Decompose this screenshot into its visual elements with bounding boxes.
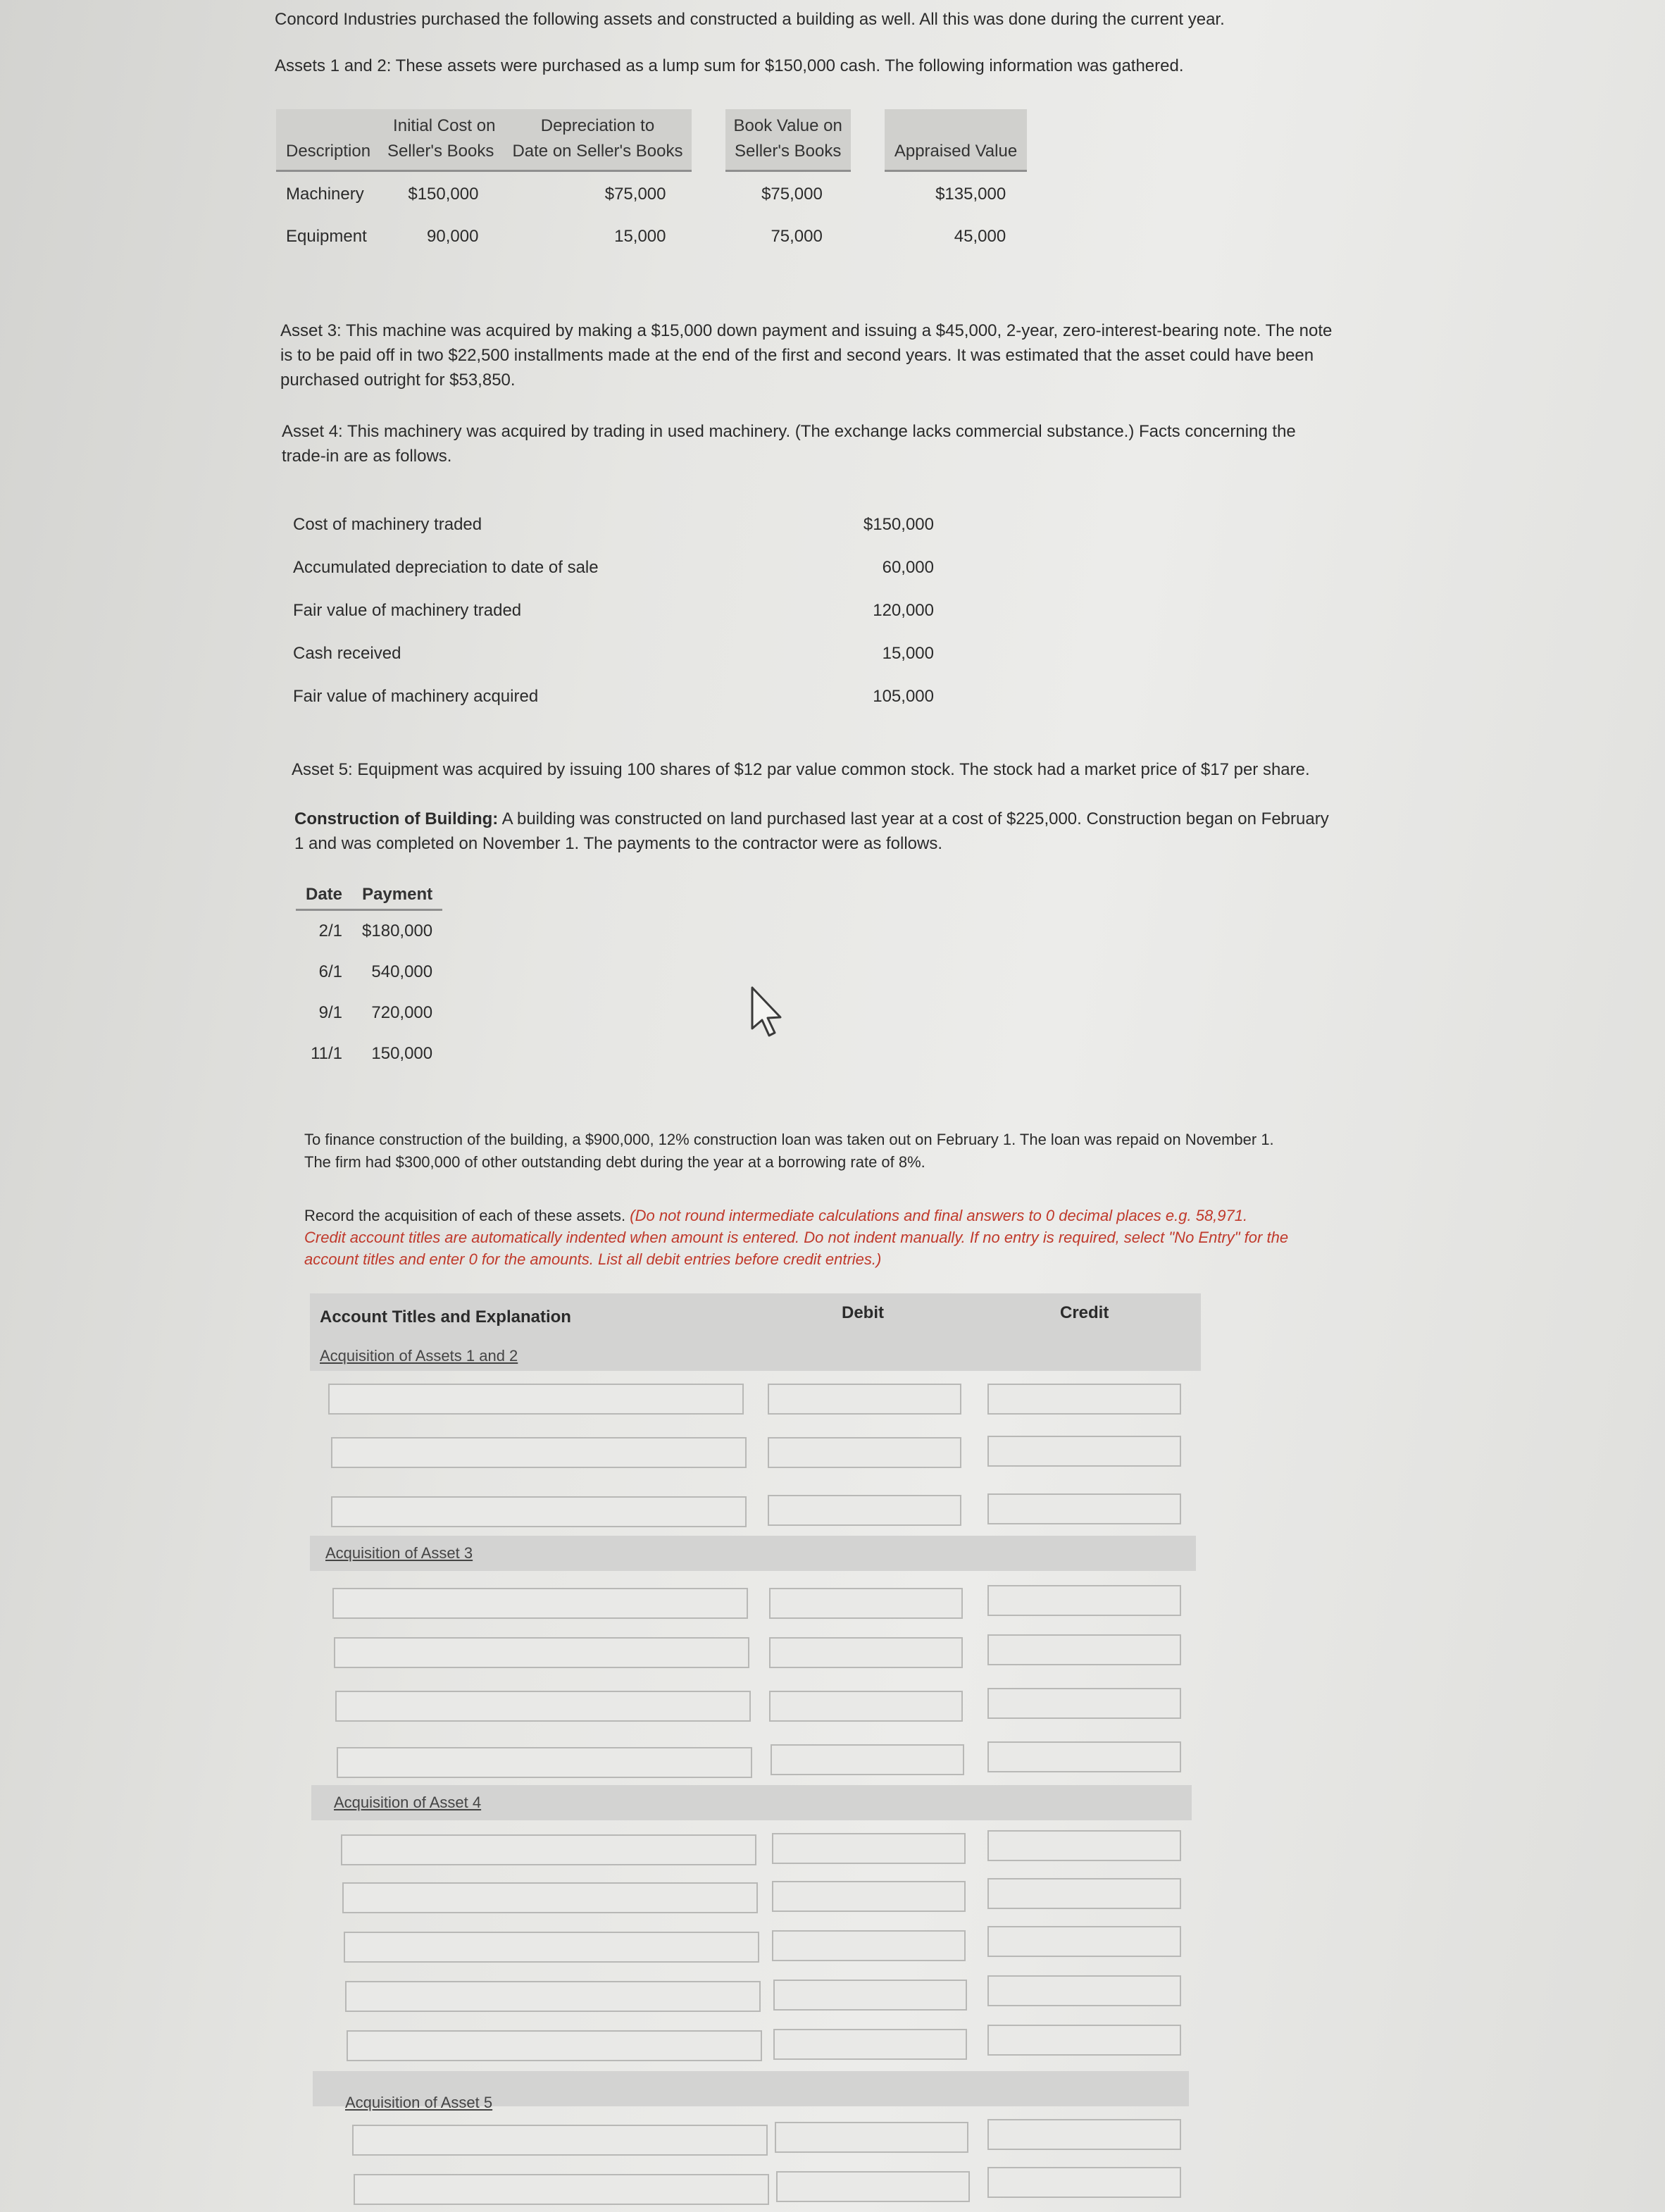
header-initial-cost-line1: Initial Cost on (393, 116, 496, 135)
cell-initial-cost: $150,000 (408, 185, 479, 204)
payment-amount: $180,000 (362, 921, 433, 940)
building-heading: Construction of Building: (294, 809, 499, 828)
cell-book-value: $75,000 (761, 185, 823, 204)
debit-input[interactable] (773, 2029, 967, 2060)
payment-amount: 150,000 (371, 1044, 433, 1063)
intro (275, 7, 1317, 100)
payment-date: 6/1 (318, 962, 343, 981)
table-row (286, 589, 941, 632)
finance-description: To finance construction of the building, a $900,000, 12% construction loan was taken out on February 1. The loan was repaid on November 1. The firm had $300,000 of other outstanding debt during the year at a borrowing rate of 8%. (304, 1131, 1274, 1171)
trade-label: Fair value of machinery traded (293, 600, 522, 620)
account-title-input[interactable] (335, 1691, 751, 1722)
header-initial-cost-line2: Seller's Books (387, 142, 494, 161)
header-depreciation-line1: Depreciation to (540, 116, 655, 135)
trade-value: 105,000 (873, 686, 934, 706)
account-title-input[interactable] (347, 2030, 762, 2061)
credit-input[interactable] (987, 2119, 1181, 2150)
table-row (296, 993, 442, 1033)
header-payment: Payment (352, 881, 442, 910)
cell-initial-cost: 90,000 (427, 227, 479, 246)
cell-depreciation: 15,000 (614, 227, 666, 246)
credit-input[interactable] (987, 1634, 1181, 1665)
header-description: Description (276, 109, 379, 171)
mouse-pointer-icon (747, 985, 789, 1041)
header-gap (692, 109, 725, 171)
cell-appraised: 45,000 (954, 227, 1006, 246)
debit-input[interactable] (776, 2171, 970, 2202)
trade-value: 60,000 (882, 557, 934, 577)
trade-in-table (286, 503, 941, 718)
debit-input[interactable] (773, 1980, 967, 2011)
credit-input[interactable] (987, 1493, 1181, 1524)
debit-input[interactable] (772, 1930, 966, 1961)
cell-description: Machinery (286, 185, 364, 204)
header-date: Date (296, 881, 352, 910)
assets-table (276, 109, 1027, 256)
table-row (276, 214, 1027, 256)
table-row (286, 675, 941, 718)
account-title-input[interactable] (331, 1496, 747, 1527)
account-title-input[interactable] (334, 1637, 749, 1668)
asset3-description: Asset 3: This machine was acquired by making a $15,000 down payment and issuing a $45,000, 2-year, zero-interest-bearing note. The note is to be paid off in two $22,500 installments made at the end of the first and second years. It was estimated that the asset could have been purchased outright for $53,850. (280, 321, 1333, 390)
header-initial-cost (379, 109, 504, 171)
header-appraised: Appraised Value (885, 109, 1027, 171)
section-label-asset-4: Acquisition of Asset 4 (334, 1794, 482, 1811)
credit-input[interactable] (987, 2167, 1181, 2198)
account-title-input[interactable] (337, 1747, 752, 1778)
trade-value: 120,000 (873, 600, 934, 620)
instructions-red: (Do not round intermediate calculations and final answers to 0 decimal places e.g. 58,971. Credit account titles are automatically indented when amount is entered. Do not indent manually. If no entry is required, select "No Entry" for the account titles and enter 0 for the amounts. List all debit entries before credit entries.) (304, 1207, 1289, 1268)
cell-book-value: 75,000 (771, 227, 823, 246)
payment-date: 9/1 (318, 1003, 343, 1022)
table-row (296, 1033, 442, 1074)
payment-amount: 540,000 (371, 962, 433, 981)
credit-input[interactable] (987, 1436, 1181, 1467)
table-row (296, 952, 442, 993)
account-title-input[interactable] (328, 1384, 744, 1415)
header-book-value-line2: Seller's Books (735, 142, 842, 161)
credit-input[interactable] (987, 1741, 1181, 1772)
payment-date: 2/1 (318, 921, 343, 940)
column-debit: Debit (842, 1303, 884, 1322)
debit-input[interactable] (769, 1691, 963, 1722)
debit-input[interactable] (775, 2122, 968, 2153)
payments-table (296, 881, 442, 1074)
cell-appraised: $135,000 (935, 185, 1006, 204)
header-book-value (725, 109, 851, 171)
debit-input[interactable] (768, 1437, 961, 1468)
trade-label: Accumulated depreciation to date of sale (293, 557, 599, 577)
building-text: A building was constructed on land purchased last year at a cost of $225,000. Construction began on February 1 and was completed on November 1. The payments to the contractor were as follows. (294, 809, 1329, 853)
trade-value: $150,000 (863, 514, 934, 534)
credit-input[interactable] (987, 1384, 1181, 1415)
intro-line-1: Concord Industries purchased the following assets and constructed a building as well. All this was done during the current year. (275, 10, 1225, 29)
credit-input[interactable] (987, 1926, 1181, 1957)
account-title-input[interactable] (344, 1932, 759, 1963)
credit-input[interactable] (987, 1975, 1181, 2006)
column-account-titles: Account Titles and Explanation (320, 1307, 571, 1326)
cell-depreciation: $75,000 (604, 185, 666, 204)
instructions (304, 1205, 1290, 1270)
asset4-description: Asset 4: This machinery was acquired by trading in used machinery. (The exchange lacks commercial substance.) Facts concerning the trade-in are as follows. (282, 422, 1296, 466)
header-book-value-line1: Book Value on (733, 116, 842, 135)
header-depreciation-line2: Date on Seller's Books (512, 142, 683, 161)
table-row (286, 503, 941, 546)
instructions-plain: Record the acquisition of each of these assets. (304, 1207, 626, 1224)
credit-input[interactable] (987, 1585, 1181, 1616)
building-description (294, 807, 1337, 856)
account-title-input[interactable] (354, 2174, 769, 2205)
account-title-input[interactable] (345, 1981, 761, 2012)
account-title-input[interactable] (342, 1882, 758, 1913)
section-label-asset-5: Acquisition of Asset 5 (345, 2094, 493, 2111)
credit-input[interactable] (987, 1878, 1181, 1909)
column-credit: Credit (1060, 1303, 1109, 1322)
section-label-asset-3: Acquisition of Asset 3 (325, 1544, 473, 1562)
trade-label: Cost of machinery traded (293, 514, 482, 534)
debit-input[interactable] (769, 1588, 963, 1619)
account-title-input[interactable] (352, 2125, 768, 2156)
table-row (276, 171, 1027, 215)
debit-input[interactable] (768, 1495, 961, 1526)
header-gap-2 (851, 109, 885, 171)
asset5-description: Asset 5: Equipment was acquired by issuing 100 shares of $12 par value common stock. The stock had a market price of $17 per share. (292, 760, 1310, 779)
section-label-assets-1-2: Acquisition of Assets 1 and 2 (320, 1347, 518, 1365)
credit-input[interactable] (987, 2025, 1181, 2056)
intro-line-2: Assets 1 and 2: These assets were purchased as a lump sum for $150,000 cash. The following information was gathered. (275, 56, 1184, 75)
table-row (296, 910, 442, 952)
debit-input[interactable] (769, 1637, 963, 1668)
credit-input[interactable] (987, 1688, 1181, 1719)
debit-input[interactable] (772, 1881, 966, 1912)
credit-input[interactable] (987, 1830, 1181, 1861)
trade-label: Fair value of machinery acquired (293, 686, 539, 706)
account-title-input[interactable] (331, 1437, 747, 1468)
account-title-input[interactable] (332, 1588, 748, 1619)
trade-value: 15,000 (882, 643, 934, 663)
trade-label: Cash received (293, 643, 401, 663)
table-row (286, 632, 941, 675)
debit-input[interactable] (768, 1384, 961, 1415)
table-row (286, 546, 941, 589)
cell-description: Equipment (286, 227, 367, 246)
payment-amount: 720,000 (371, 1003, 433, 1022)
account-title-input[interactable] (341, 1834, 756, 1865)
header-depreciation (504, 109, 691, 171)
debit-input[interactable] (772, 1833, 966, 1864)
debit-input[interactable] (771, 1744, 964, 1775)
payment-date: 11/1 (311, 1044, 343, 1063)
